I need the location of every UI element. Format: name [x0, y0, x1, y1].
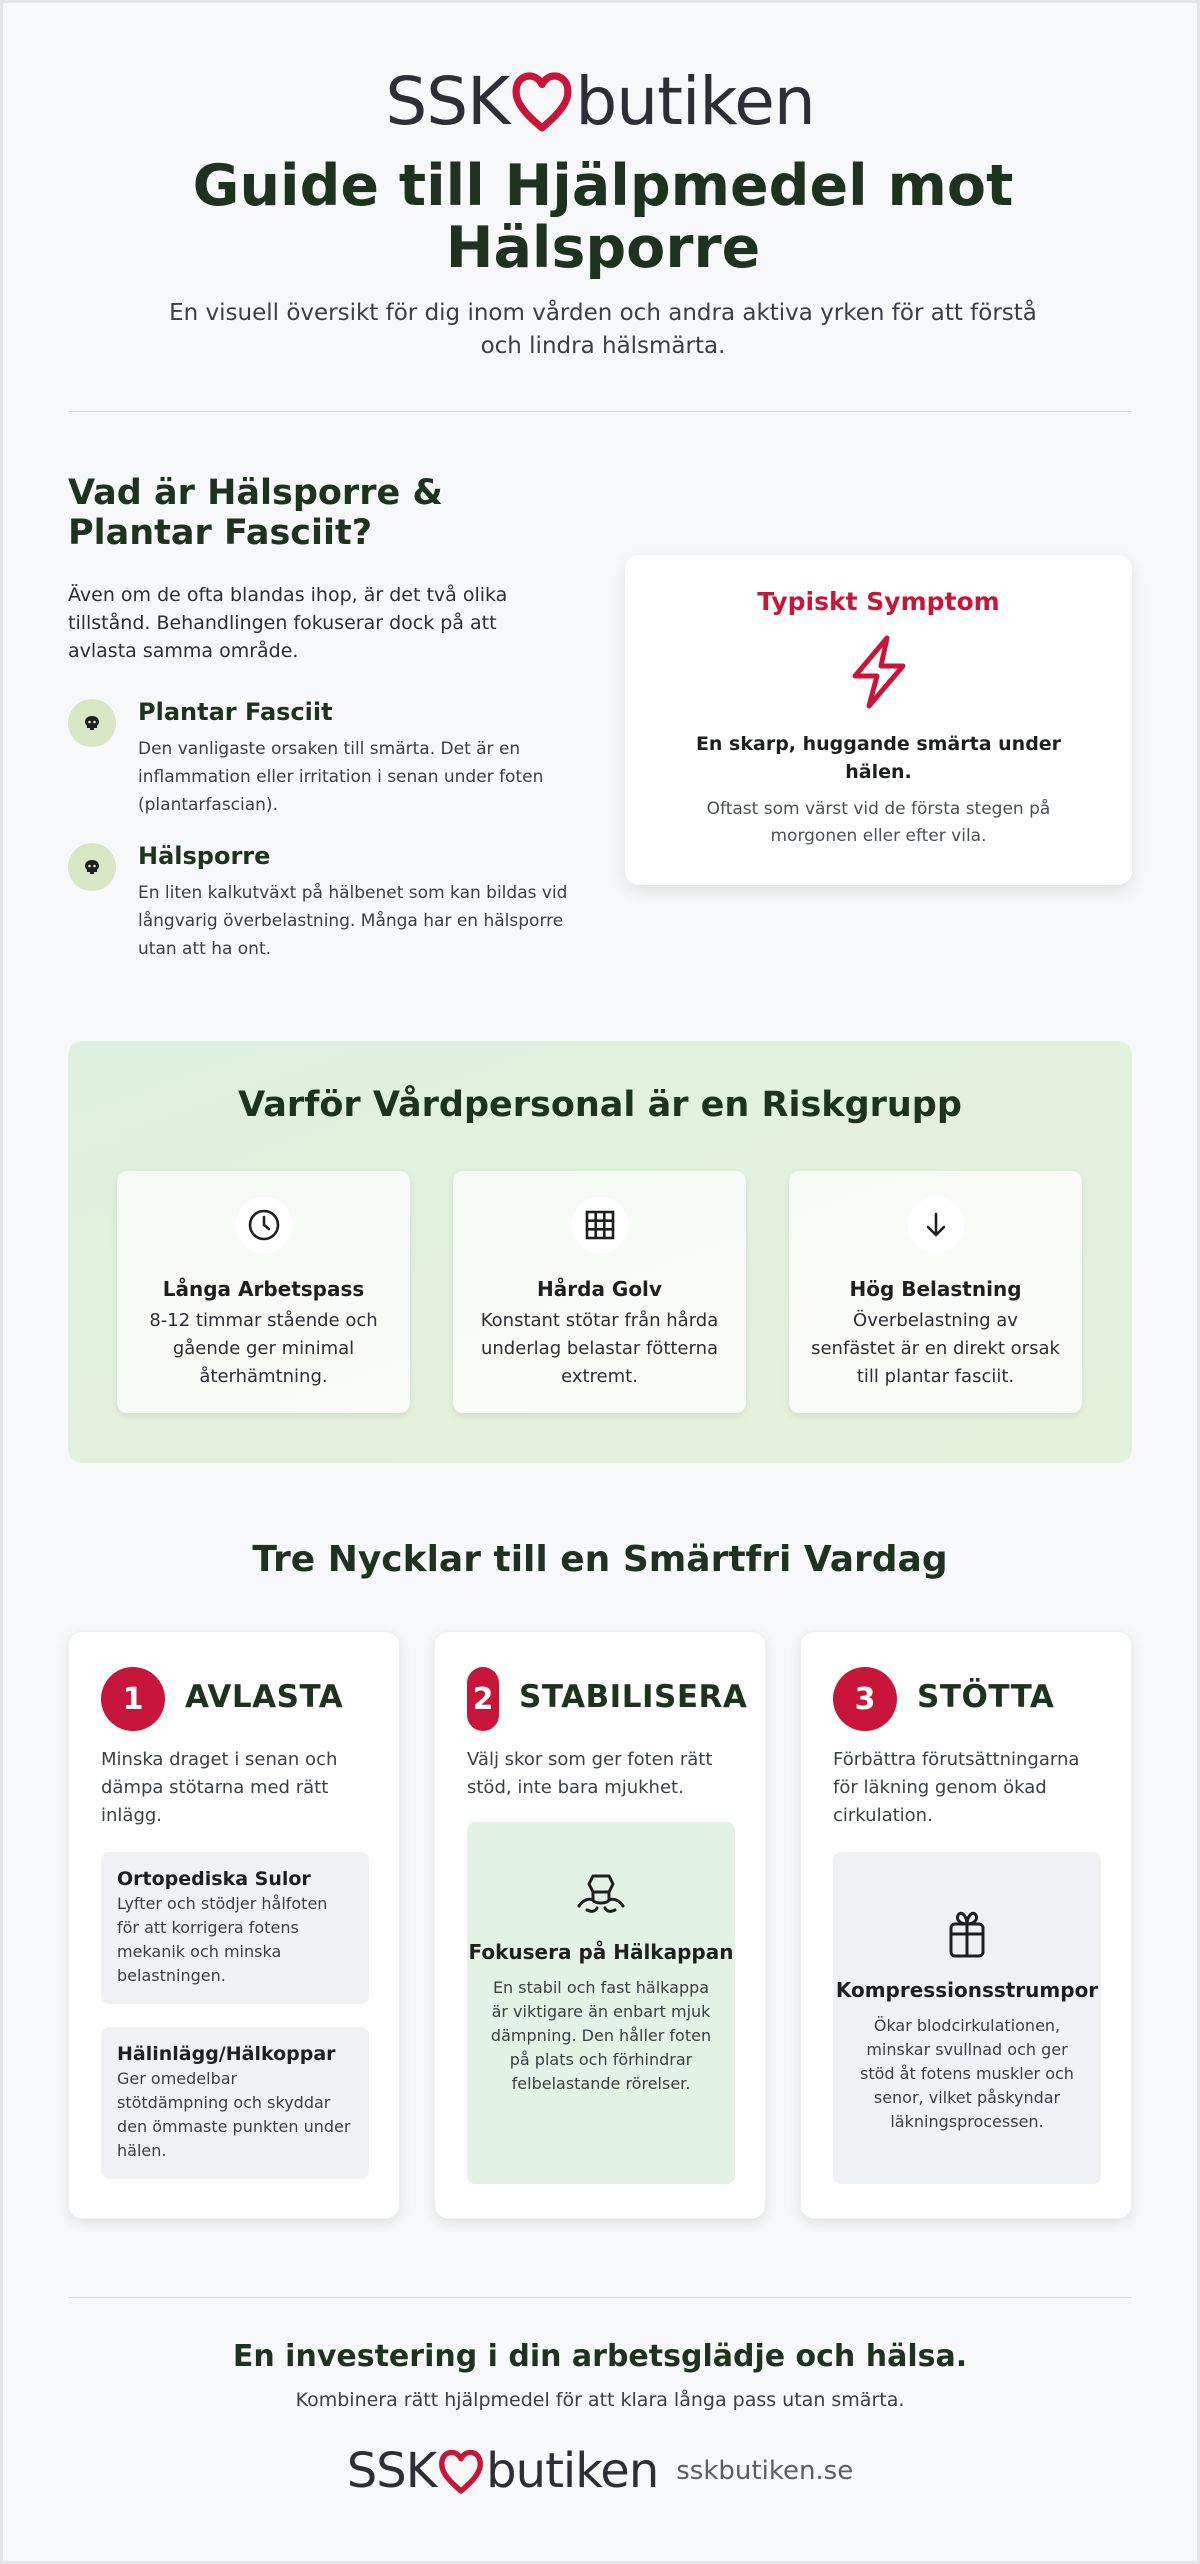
- feature-text: En stabil och fast hälkappa är viktigare än enbart mjuk dämpning. Den håller foten på plats och förhindrar felbelastande rörelser.: [490, 1978, 712, 2093]
- page-title: Guide till Hjälpmedel mot Hälsporre: [192, 153, 1014, 281]
- risk-card-text: Konstant stötar från hårda underlag belastar fötterna extremt.: [480, 1310, 719, 1387]
- risk-card: [453, 1171, 746, 1413]
- symptom-card: [625, 555, 1132, 885]
- risk-card-text: 8-12 timmar stående och gående ger minimal återhämtning.: [149, 1310, 378, 1387]
- website-link[interactable]: sskbutiken.se: [676, 2456, 854, 2486]
- risk-card-title: Hårda Golv: [537, 1277, 662, 1301]
- key-card-avlasta: [68, 1631, 400, 2219]
- divider: [68, 411, 1132, 412]
- risk-card: [117, 1171, 410, 1413]
- what-is-intro: Även om de ofta blandas ihop, är det två olika tillstånd. Behandlingen fokuserar dock på att avlasta samma område.: [68, 584, 508, 662]
- brand-left: SSK: [346, 2443, 437, 2499]
- page-subtitle: En visuell översikt för dig inom vården och andra aktiva yrken för att förstå och lindra hälsmärta.: [169, 300, 1037, 359]
- what-is-title: Vad är Hälsporre & Plantar Fasciit?: [68, 473, 443, 553]
- risk-card-title: Långa Arbetspass: [162, 1277, 365, 1301]
- risk-card-title: Hög Belastning: [849, 1277, 1022, 1301]
- key-title: STABILISERA: [519, 1679, 748, 1715]
- feature-title: Fokusera på Hälkappan: [468, 1940, 734, 1964]
- feature-text: Ökar blodcirkulationen, minskar svullnad och ger stöd åt fotens muskler och senor, vilket påskyndar läkningsprocessen.: [860, 2016, 1074, 2131]
- definition-title: Hälsporre: [138, 842, 271, 870]
- heart-icon: [511, 68, 573, 134]
- clock-icon: [236, 1197, 292, 1253]
- risk-card-text: Överbelastning av senfästet är en direkt orsak till plantar fasciit.: [811, 1310, 1060, 1387]
- product-title: Ortopediska Sulor: [117, 1868, 311, 1890]
- key-title: AVLASTA: [185, 1679, 344, 1715]
- heart-icon: [438, 2446, 484, 2496]
- risk-section: [68, 1041, 1132, 1463]
- symptom-title: Typiskt Symptom: [757, 587, 1000, 616]
- product-text: Ger omedelbar stötdämpning och skyddar den ömmaste punkten under hälen.: [117, 2069, 351, 2160]
- product-box: [101, 2027, 369, 2179]
- shoe-icon: [573, 1870, 629, 1922]
- keys-title: Tre Nycklar till en Smärtfri Vardag: [252, 1539, 948, 1580]
- key-title: STÖTTA: [917, 1679, 1055, 1715]
- key-text: Minska draget i senan och dämpa stötarna med rätt inlägg.: [101, 1749, 338, 1826]
- key-card-stotta: [800, 1631, 1132, 2219]
- brand-right: butiken: [575, 62, 815, 140]
- brand-right: butiken: [486, 2443, 659, 2499]
- brand-logo-footer: [3, 2441, 1197, 2501]
- key-card-stabilisera: [434, 1631, 766, 2219]
- step-number: 3: [833, 1667, 897, 1731]
- sock-icon: [939, 1908, 995, 1960]
- arrow-down-icon: [908, 1197, 964, 1253]
- product-text: Lyfter och stödjer hålfoten för att korrigera fotens mekanik och minska belastningen.: [117, 1894, 328, 1985]
- risk-title: Varför Vårdpersonal är en Riskgrupp: [238, 1085, 962, 1125]
- key-text: Förbättra förutsättningarna för läkning genom ökad cirkulation.: [833, 1749, 1080, 1826]
- definition-text: En liten kalkutväxt på hälbenet som kan bildas vid långvarig överbelastning. Många har en hälsporre utan att ha ont.: [138, 883, 568, 959]
- symptom-text: Oftast som värst vid de första stegen på morgonen eller efter vila.: [706, 799, 1051, 846]
- definition-title: Plantar Fasciit: [138, 698, 333, 726]
- step-number: 2: [467, 1667, 499, 1731]
- brain-icon: [68, 843, 116, 891]
- infographic-page: [3, 3, 1197, 2561]
- footer-subtitle: Kombinera rätt hjälpmedel för att klara långa pass utan smärta.: [295, 2389, 905, 2411]
- brand-left: SSK: [385, 62, 510, 140]
- lightning-icon: [843, 634, 915, 710]
- product-box: [101, 1852, 369, 2004]
- step-number: 1: [101, 1667, 165, 1731]
- definition-text: Den vanligaste orsaken till smärta. Det är en inflammation eller irritation i senan under foten (plantarfascian).: [138, 739, 544, 815]
- footer-title: En investering i din arbetsglädje och hälsa.: [232, 2339, 968, 2374]
- divider: [68, 2297, 1132, 2298]
- brain-icon: [68, 699, 116, 747]
- brand-logo: [3, 61, 1197, 141]
- key-text: Välj skor som ger foten rätt stöd, inte bara mjukhet.: [467, 1749, 713, 1798]
- feature-box: [467, 1822, 735, 2184]
- feature-title: Kompressionsstrumpor: [835, 1978, 1099, 2002]
- risk-card: [789, 1171, 1082, 1413]
- grid-icon: [572, 1197, 628, 1253]
- symptom-bold: En skarp, huggande smärta under hälen.: [695, 733, 1062, 783]
- product-title: Hälinlägg/Hälkoppar: [117, 2043, 336, 2065]
- feature-box: [833, 1852, 1101, 2184]
